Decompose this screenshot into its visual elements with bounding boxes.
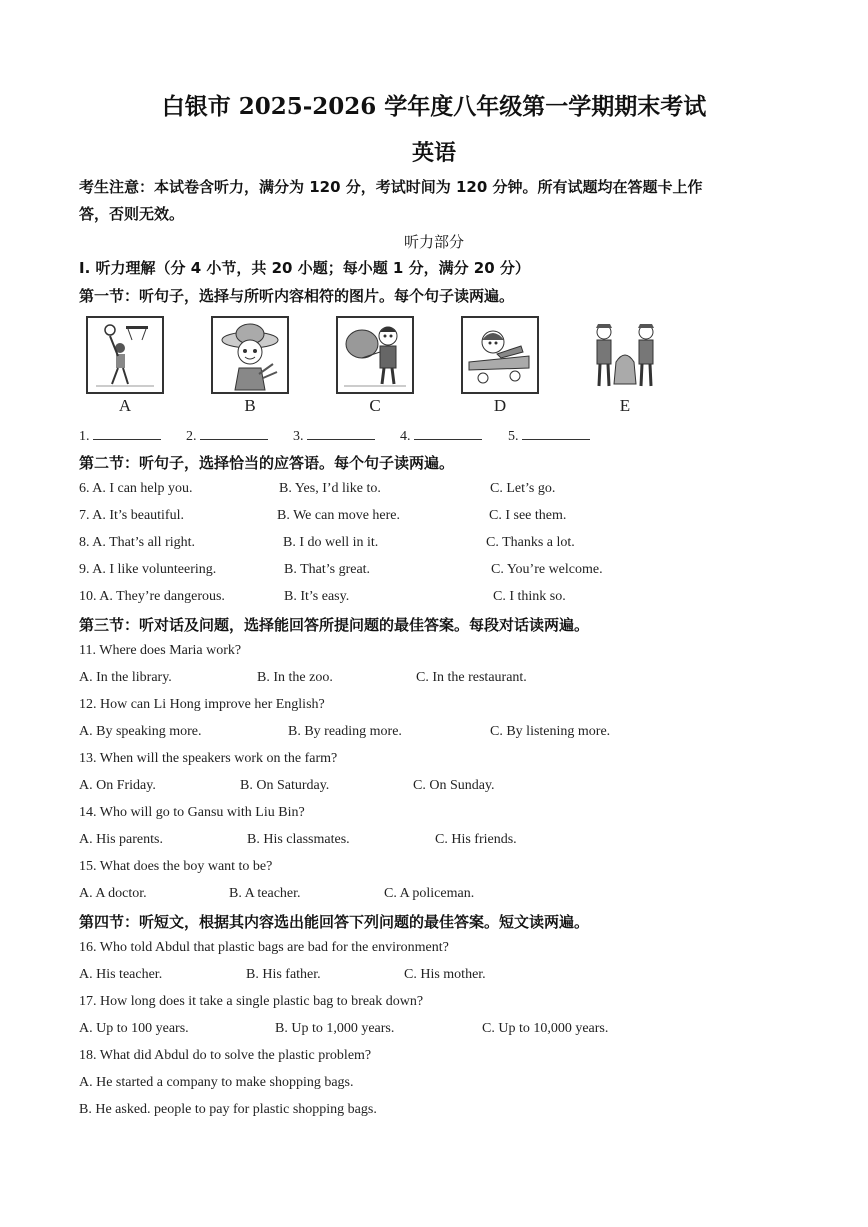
q16-option-b: B. His father. <box>246 967 321 982</box>
q17-option-c: C. Up to 10,000 years. <box>482 1021 609 1036</box>
q6-option-a: 6. A. I can help you. <box>79 481 193 496</box>
q11-option-b: B. In the zoo. <box>257 670 333 685</box>
blank-number: 2. <box>186 429 197 444</box>
girl-with-sunhat-icon <box>213 318 287 392</box>
q13-text: 13. When will the speakers work on the farm? <box>79 751 338 766</box>
exam-title: 白银市 2025-2026 学年度八年级第一学期期末考试 <box>161 93 707 120</box>
q15-option-c: C. A policeman. <box>384 886 475 901</box>
q15-text: 15. What does the boy want to be? <box>79 859 273 874</box>
q18-option-b: B. He asked. people to pay for plastic shopping bags. <box>79 1102 377 1117</box>
q18-text: 18. What did Abdul do to solve the plastic problem? <box>79 1048 372 1063</box>
blank-line <box>522 427 590 440</box>
q13-option-b: B. On Saturday. <box>240 778 330 793</box>
answer-blank-2 <box>186 427 268 445</box>
q14-text: 14. Who will go to Gansu with Liu Bin? <box>79 805 305 820</box>
blank-line <box>200 427 268 440</box>
picture-e <box>586 316 664 394</box>
q15-option-a: A. A doctor. <box>79 886 147 901</box>
q10-option-c: C. I think so. <box>493 589 566 604</box>
q18-option-a: A. He started a company to make shopping bags. <box>79 1075 354 1090</box>
q13-option-a: A. On Friday. <box>79 778 156 793</box>
q9-option-b: B. That’s great. <box>284 562 371 577</box>
q17-option-a: A. Up to 100 years. <box>79 1021 189 1036</box>
picture-e-label: E <box>619 396 631 415</box>
picture-c <box>336 316 414 394</box>
child-with-balloons-icon <box>338 318 412 392</box>
notice-line-1: 考生注意：本试卷含听力，满分为 120 分，考试时间为 120 分钟。所有试题均在答题卡上作 <box>79 178 703 196</box>
q7-option-b: B. We can move here. <box>277 508 401 523</box>
q17-text: 17. How long does it take a single plastic bag to break down? <box>79 994 424 1009</box>
q11-option-a: A. In the library. <box>79 670 172 685</box>
section3-header: 第三节：听对话及问题，选择能回答所提问题的最佳答案。每段对话读两遍。 <box>79 616 590 634</box>
q12-option-a: A. By speaking more. <box>79 724 202 739</box>
answer-blank-1 <box>79 427 161 445</box>
blank-number: 5. <box>508 429 519 444</box>
blank-number: 1. <box>79 429 90 444</box>
q12-text: 12. How can Li Hong improve her English? <box>79 697 325 712</box>
q13-option-c: C. On Sunday. <box>413 778 495 793</box>
q16-option-c: C. His mother. <box>404 967 486 982</box>
pilot-in-plane-icon <box>463 318 537 392</box>
notice-line-2: 答，否则无效。 <box>79 205 185 223</box>
q15-option-b: B. A teacher. <box>229 886 301 901</box>
section4-header: 第四节：听短文，根据其内容选出能回答下列问题的最佳答案。短文读两遍。 <box>79 913 590 931</box>
q8-option-a: 8. A. That’s all right. <box>79 535 196 550</box>
q6-option-c: C. Let’s go. <box>490 481 556 496</box>
q10-option-a: 10. A. They’re dangerous. <box>79 589 225 604</box>
answer-blank-3 <box>293 427 375 445</box>
q8-option-c: C. Thanks a lot. <box>486 535 575 550</box>
picture-c-label: C <box>369 396 381 415</box>
blank-number: 4. <box>400 429 411 444</box>
q16-option-a: A. His teacher. <box>79 967 163 982</box>
q9-option-a: 9. A. I like volunteering. <box>79 562 217 577</box>
q6-option-b: B. Yes, I’d like to. <box>279 481 381 496</box>
q12-option-b: B. By reading more. <box>288 724 402 739</box>
q7-option-a: 7. A. It’s beautiful. <box>79 508 184 523</box>
blank-line <box>414 427 482 440</box>
part1-header: I. 听力理解（分 4 小节，共 20 小题；每小题 1 分，满分 20 分） <box>79 259 530 277</box>
blank-number: 3. <box>293 429 304 444</box>
q7-option-c: C. I see them. <box>489 508 567 523</box>
q14-option-c: C. His friends. <box>435 832 517 847</box>
q11-option-c: C. In the restaurant. <box>416 670 527 685</box>
basketball-player-icon <box>88 318 162 392</box>
two-people-with-bag-icon <box>588 318 662 392</box>
exam-subject: 英语 <box>411 140 456 166</box>
q14-option-a: A. His parents. <box>79 832 163 847</box>
q9-option-c: C. You’re welcome. <box>491 562 603 577</box>
picture-a-label: A <box>118 396 132 415</box>
picture-b <box>211 316 289 394</box>
picture-d <box>461 316 539 394</box>
section2-header: 第二节：听句子，选择恰当的应答语。每个句子读两遍。 <box>79 454 455 472</box>
picture-b-label: B <box>244 396 256 415</box>
section1-header: 第一节：听句子，选择与所听内容相符的图片。每个句子读两遍。 <box>79 287 515 305</box>
q17-option-b: B. Up to 1,000 years. <box>275 1021 395 1036</box>
picture-a <box>86 316 164 394</box>
q10-option-b: B. It’s easy. <box>284 589 350 604</box>
answer-blank-5 <box>508 427 590 445</box>
q16-text: 16. Who told Abdul that plastic bags are bad for the environment? <box>79 940 449 955</box>
q11-text: 11. Where does Maria work? <box>79 643 242 658</box>
picture-d-label: D <box>493 396 507 415</box>
blank-line <box>307 427 375 440</box>
q8-option-b: B. I do well in it. <box>283 535 379 550</box>
answer-blank-4 <box>400 427 482 445</box>
q14-option-b: B. His classmates. <box>247 832 350 847</box>
blank-line <box>93 427 161 440</box>
listening-header: 听力部分 <box>403 233 464 251</box>
q12-option-c: C. By listening more. <box>490 724 611 739</box>
